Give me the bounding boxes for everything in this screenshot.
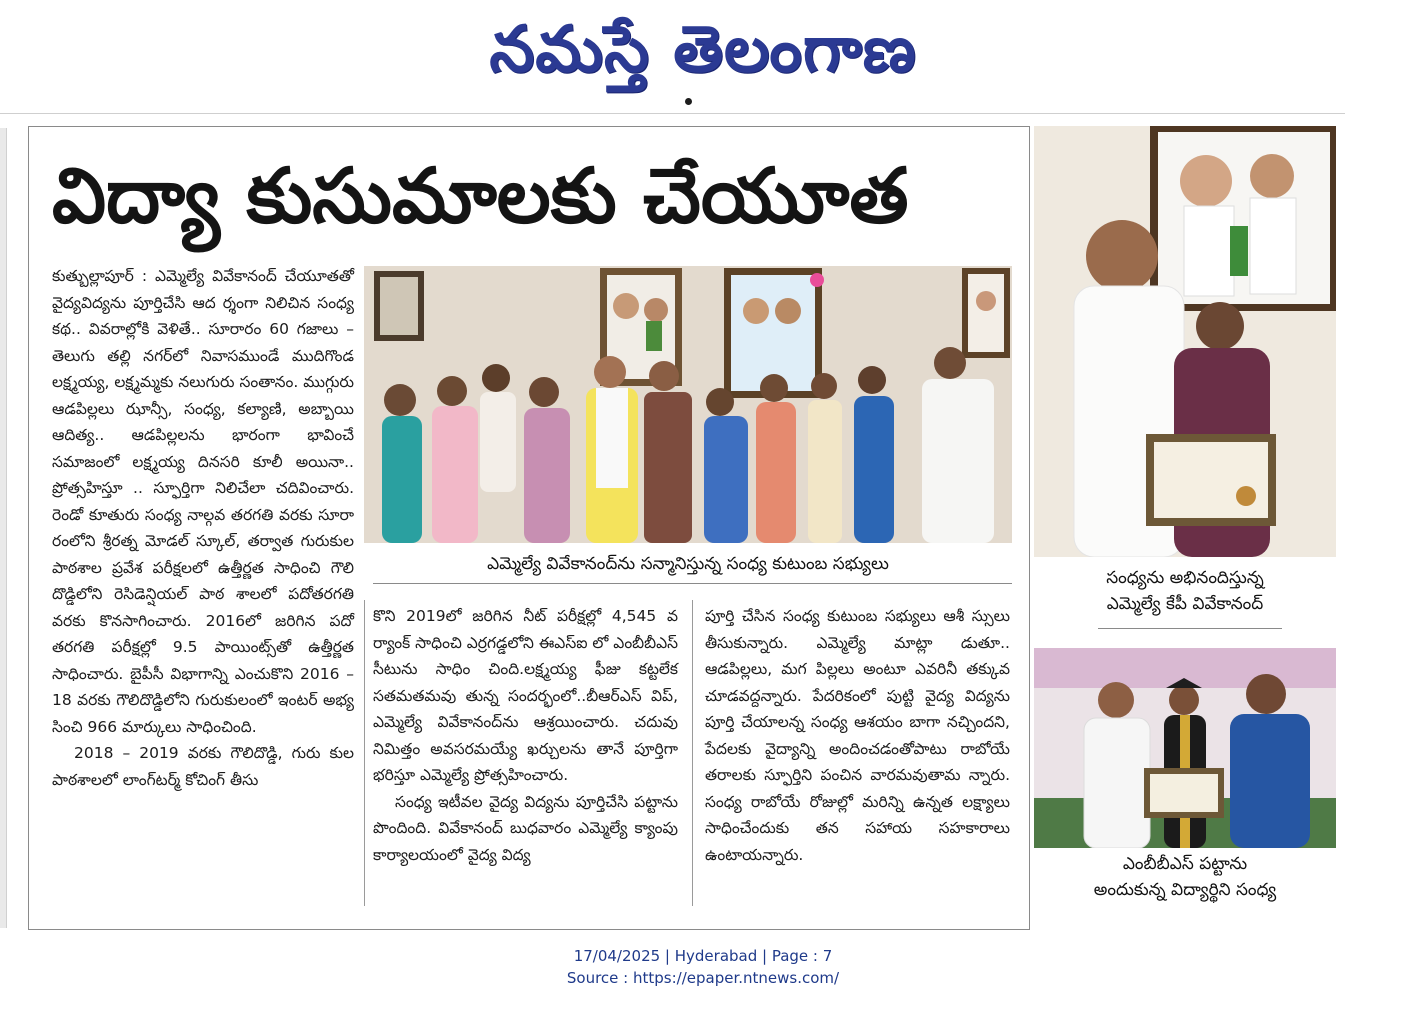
masthead-rule <box>0 113 1345 114</box>
caption-right-bottom <box>1034 851 1336 903</box>
caption-line: ఎంబీబీఎస్ పట్టాను <box>1122 854 1248 874</box>
caption-line: అందుకున్న విద్యార్థిని సంధ్య <box>1093 880 1277 900</box>
masthead <box>0 0 1406 112</box>
caption-main-photo: ఎమ్మెల్యే వివేకానంద్‌ను సన్మానిస్తున్న సంధ్య కుటుంబ సభ్యులు <box>487 554 889 574</box>
footer-source: Source : https://epaper.ntnews.com/ <box>566 969 840 987</box>
column-divider <box>692 600 693 906</box>
paragraph: కుత్బుల్లాపూర్ : ఎమ్మెల్యే వివేకానంద్ చేయూతతో వైద్యవిద్యను పూర్తిచేసి ఆద ర్శంగా నిలిచిన సంధ్య కథ.. వివరాల్లోకి వెళితే.. సూరారం 60 గజాలు – తెలుగు తల్లి నగర్‌లో నివాసముండే ముదిగొండ లక్ష్మయ్య, లక్ష్మమ్మకు నలుగురు సంతానం. ముగ్గురు ఆడపిల్లలు ఝాన్సీ, సంధ్య, కల్యాణి, అబ్బాయి ఆదిత్య.. ఆడపిల్లలను భారంగా భావించే సమాజంలో లక్ష్మయ్య దినసరి కూలీ అయినా.. ప్రోత్సహిస్తూ .. స్ఫూర్తిగా నిలిచేలా చదివించారు. రెండో కూతురు సంధ్య నాల్గవ తరగతి వరకు సూరా రంలోని శ్రీరత్న మోడల్ స్కూల్, తర్వాత గురుకుల పాఠశాల ప్రవేశ పరీక్షలలో ఉత్తీర్ణత సాధించి గౌలి దొడ్డిలోని రెసిడెన్షియల్ పాఠ శాలలో పదోతరగతి వరకు కొనసాగించారు. 2016లో జరిగిన పదో తరగతి పరీక్షల్లో 9.5 పాయింట్స్‌తో ఉత్తీర్ణత సాధించారు. బైపీసీ విభాగాన్ని ఎంచుకొని 2016 – 18 వరకు గౌలిదొడ్డిలోని గురుకులంలో ఇంటర్ అభ్య సించి 966 మార్కులు సాధించింది. <box>52 267 354 736</box>
photo-family-honoring-mla <box>364 266 1012 543</box>
article-column-2 <box>373 603 678 908</box>
caption-rule <box>1098 628 1282 629</box>
column-divider <box>364 600 365 906</box>
caption-line: ఎమ్మెల్యే కేపీ వివేకానంద్ <box>1106 594 1264 614</box>
article-column-3 <box>705 603 1010 908</box>
article-headline: విద్యా కుసుమాలకు చేయూత <box>52 151 909 240</box>
page-footer <box>0 945 1406 989</box>
paragraph: 2018 – 2019 వరకు గౌలిదొడ్డి, గురు కుల పాఠశాలలో లాంగ్‌టర్మ్ కోచింగ్ తీసు <box>52 744 354 789</box>
article-column-1 <box>52 263 354 913</box>
footer-date-edition: 17/04/2025 | Hyderabad | Page : 7 <box>573 947 833 965</box>
photo-mla-with-sandhya <box>1034 126 1336 557</box>
page-edge <box>0 128 7 928</box>
paragraph: సంధ్య ఇటీవల వైద్య విద్యను పూర్తిచేసి పట్టాను పొందింది. వివేకానంద్ బుధవారం ఎమ్మెల్యే క్యాంపు కార్యాలయంలో వైద్య విద్య <box>373 792 678 864</box>
newspaper-logo: నమస్తే తెలంగాణ <box>489 12 917 87</box>
photo-graduation-ceremony <box>1034 648 1336 848</box>
caption-line: సంధ్యను అభినందిస్తున్న <box>1106 568 1264 588</box>
caption-right-top <box>1034 565 1336 617</box>
paragraph: పూర్తి చేసిన సంధ్య కుటుంబ సభ్యులు ఆశీ స్సులు తీసుకున్నారు. ఎమ్మెల్యే మాట్లా డుతూ.. ఆడపిల్లలు, మగ పిల్లలు అంటూ ఎవరినీ తక్కువ చూడవద్దన్నారు. పేదరికంలో పుట్టి వైద్య విద్యను పూర్తి చేయాలన్న సంధ్య ఆశయం బాగా నచ్చిందని, పేదలకు వైద్యాన్ని అందించడంతోపాటు రాబోయే తరాలకు స్ఫూర్తిని పంచిన వారమవుతామ న్నారు. సంధ్య రాబోయే రోజుల్లో మరిన్ని ఉన్నత లక్ష్యాలు సాధించేందుకు తన సహాయ సహకారాలు ఉంటాయన్నారు. <box>705 607 1010 864</box>
caption-rule <box>373 583 1012 584</box>
paragraph: కొని 2019లో జరిగిన నీట్ పరీక్షల్లో 4,545 వ ర్యాంక్ సాధించి ఎర్రగడ్డలోని ఈఎస్ఐ లో ఎంబీబీఎస్ సీటును సాధిం చింది.లక్ష్మయ్య ఫీజు కట్టలేక సతమతమవు తున్న సందర్భంలో..బీఆర్ఎస్ విప్, ఎమ్మెల్యే వివేకానంద్‌ను ఆశ్రయించారు. చదువు నిమిత్తం అవసరమయ్యే ఖర్చులను తానే పూర్తిగా భరిస్తూ ఎమ్మెల్యే ప్రోత్సహించారు. <box>373 607 678 784</box>
masthead-dot <box>685 98 692 105</box>
